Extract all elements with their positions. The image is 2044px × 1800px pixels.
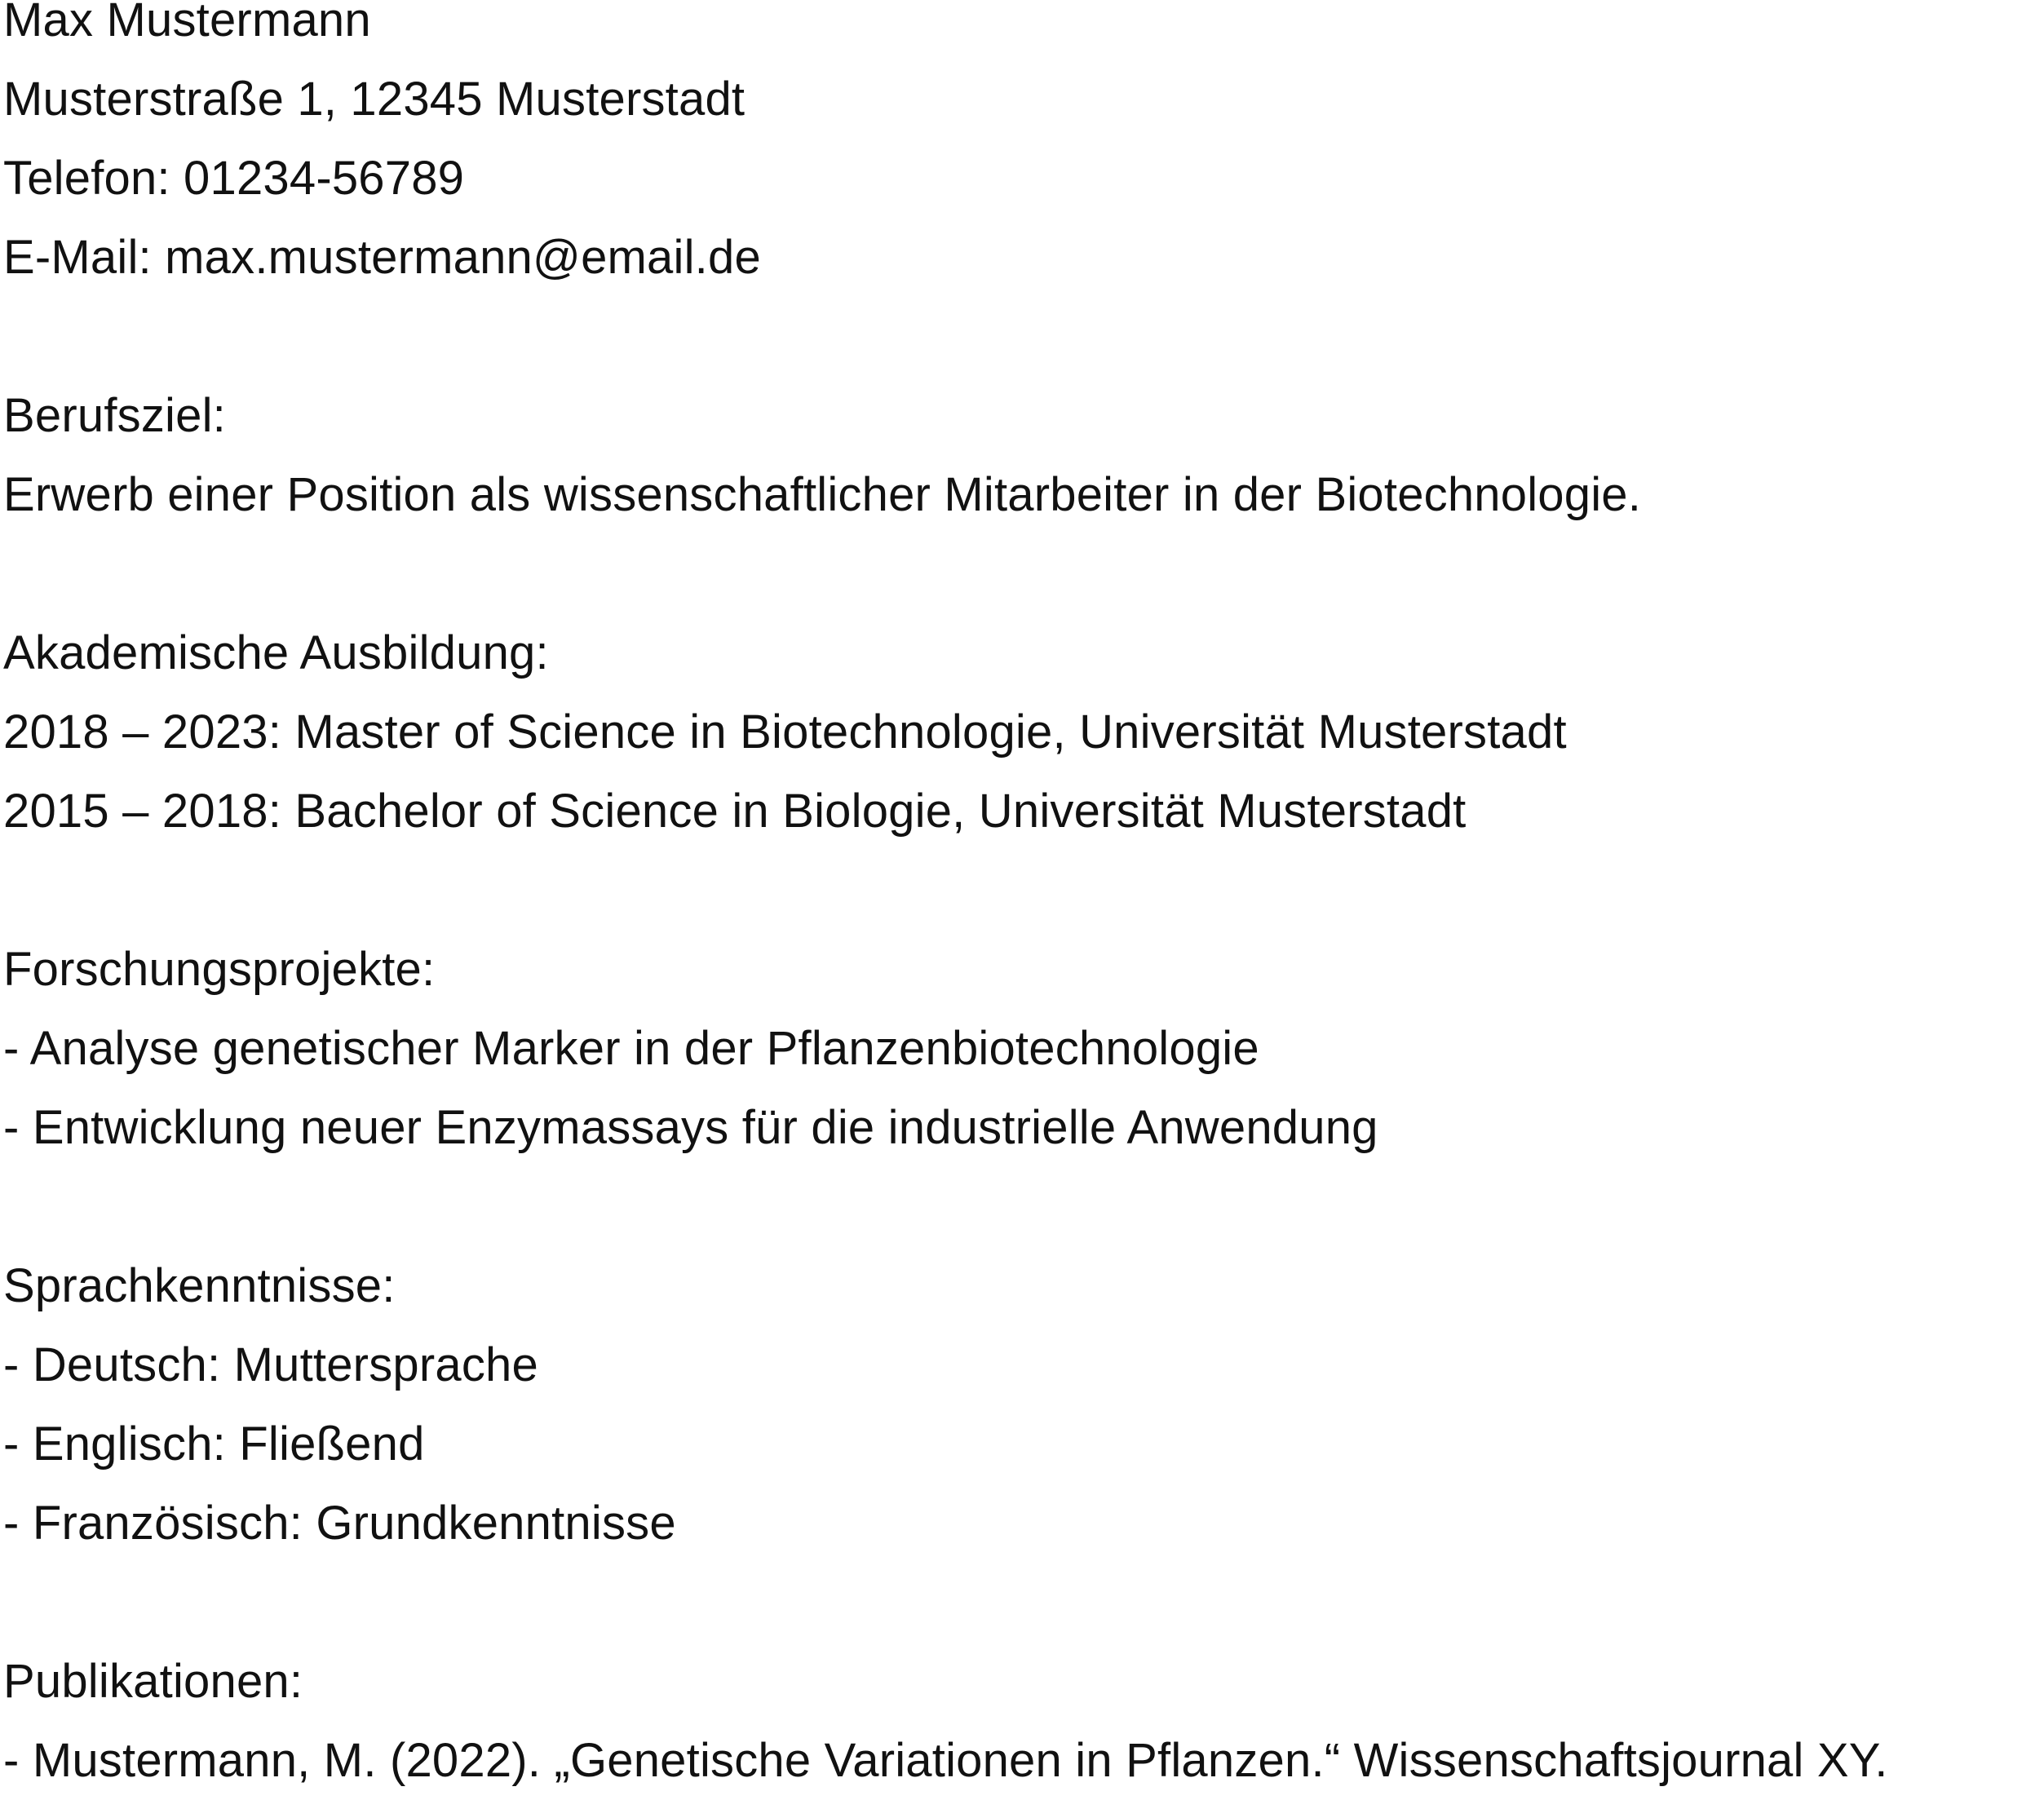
languages-heading: Sprachkenntnisse: [3,1259,396,1312]
language-item: - Deutsch: Muttersprache [3,1338,538,1391]
contact-address: Musterstraße 1, 12345 Musterstadt [3,73,745,126]
research-heading: Forschungsprojekte: [3,943,436,996]
career-goal-heading: Berufsziel: [3,389,226,442]
research-item: - Analyse genetischer Marker in der Pflanzenbiotechnologie [3,1022,1259,1075]
career-goal-text: Erwerb einer Position als wissenschaftlicher Mitarbeiter in der Biotechnologie. [3,468,1642,521]
education-item: 2015 – 2018: Bachelor of Science in Biologie, Universität Musterstadt [3,785,1467,838]
contact-email: E-Mail: max.mustermann@email.de [3,231,761,284]
publication-item: - Mustermann, M. (2022). „Genetische Variationen in Pflanzen.“ Wissenschaftsjournal XY. [3,1734,1888,1787]
publications-heading: Publikationen: [3,1655,303,1708]
language-item: - Französisch: Grundkenntnisse [3,1497,676,1550]
contact-phone: Telefon: 01234-56789 [3,152,465,205]
education-item: 2018 – 2023: Master of Science in Biotechnologie, Universität Musterstadt [3,705,1567,758]
education-heading: Akademische Ausbildung: [3,626,549,679]
research-item: - Entwicklung neuer Enzymassays für die industrielle Anwendung [3,1101,1378,1154]
language-item: - Englisch: Fließend [3,1417,425,1471]
contact-name: Max Mustermann [3,0,371,46]
